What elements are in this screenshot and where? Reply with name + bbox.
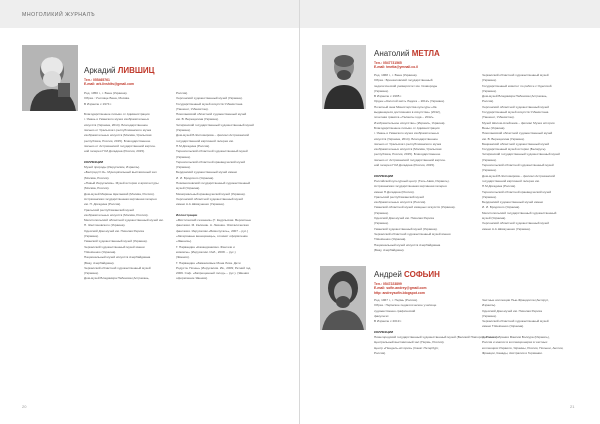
metla-first-name: Анатолий — [374, 49, 410, 58]
sofin-bio-line: Центральный выставочный зал (Пермь, Россия). — [374, 340, 445, 345]
sofin-bio-line: коллекциях Израиля, Украины, России, Польши, Англии, — [482, 345, 564, 350]
metla-bio-line: Уманский областной музей изящных искусств (Украина). — [374, 205, 456, 210]
livshits-bio-line: 2009. Соф. «Запрещенный голод» – рус.). (Эвения — [176, 271, 249, 276]
metla-name — [374, 49, 440, 58]
livshits-bio-line: искусств (Украина, 2014). Благодарственное — [84, 122, 148, 127]
livshits-bio-line: Уральский республиканский музей — [84, 207, 134, 212]
metla-bio-line: имени П.Догадина (Россия). — [374, 189, 415, 194]
livshits-bio-line: Музей природы (Иерусалим, Израиль). — [84, 165, 141, 170]
livshits-bio-line: Род. 1950 г., г. Вена (Украина). — [84, 91, 128, 95]
sofin-blog-link[interactable]: http: andreysofin.blogspot.com — [374, 290, 425, 295]
metla-bio-line: письмо от Уральского республиканского музея — [374, 141, 442, 146]
sofin-bio-line: Частные собрания Максим Волкура (Израиль), — [482, 335, 550, 340]
metla-bio-line: Астраханская государственная картинная галерея — [374, 184, 447, 189]
sofin-bio-line: Образ.: Пермское педагогическое училище — [374, 303, 437, 308]
livshits-bio-line: Мелитопольский областной художественный музей им. — [84, 218, 164, 223]
metla-bio-line: Образ.: Бронзатовский государственный — [374, 78, 433, 83]
livshits-bio-line: Дом-музей Владимира Набокова (Астрахань, — [84, 276, 150, 281]
livshits-bio-line: «Эвения»). — [176, 239, 192, 244]
metla-bio-line: Николаевский областной художественный музей — [482, 131, 553, 136]
livshits-bio-column-1 — [84, 91, 169, 282]
metla-bio-line: Херсонский областной художественный музей — [482, 104, 549, 109]
livshits-bio-line: государственной картинной галереи им. — [176, 138, 234, 143]
sofin-last-name: СОФЬИН — [404, 270, 440, 279]
metla-bio-column-1 — [374, 73, 466, 253]
metla-bio-line: почетная грамота «Таланты года – 2012». — [374, 115, 435, 120]
livshits-bio-line: (Эвения). — [176, 255, 190, 260]
metla-contact — [374, 61, 418, 70]
livshits-bio-line: музей (Украина). — [176, 186, 201, 191]
livshits-bio-line: Г. Парвандин «Казандзакиянз. Фэнтези и — [176, 244, 235, 249]
sofin-bio-line: Франции, Канады, Австралии и Германии. — [482, 350, 543, 355]
sofin-bio-line: Одесский Дом-музей им. Николая Рериха — [482, 308, 543, 313]
livshits-bio-line: Новомосковский государственный художественный — [176, 181, 251, 186]
metla-bio-line: изобразительных искусств (Москва, Уральская — [374, 147, 442, 152]
livshits-bio-line: Мемориальный краеведческий музей (Украина). — [176, 191, 246, 196]
sofin-bio-column-2 — [482, 298, 584, 356]
livshits-first-name: Аркадий — [84, 66, 116, 75]
livshits-bio-line: комиксы» (Иерусалим. Инб., 2008. – рус.) — [176, 249, 236, 254]
livshits-bio-line: Херсонский областной художественный музей — [176, 196, 243, 201]
metla-bio-line: (Украина). — [482, 168, 497, 173]
metla-bio-line: Музей Шолом-Алейхема – филиал Музея истории — [482, 120, 555, 125]
livshits-bio-line: «Затерянные венецианцы», сочинит оформление — [176, 234, 248, 239]
livshits-bio-line: письмо от Уральского республиканского музея — [84, 128, 152, 133]
metla-bio-line: Дом-музей Б.Житомирова – филиал Астраханской — [482, 173, 556, 178]
metla-bio-line: музей (Украина). — [482, 216, 507, 221]
livshits-bio-line: Тернопольский областной художественный музей — [176, 149, 248, 154]
metla-bio-line: Россия). — [482, 99, 495, 104]
livshits-bio-line: В Израиле с 1974 г. — [84, 101, 112, 106]
livshits-bio-line: Образ.: Училище Вена, Москва. — [84, 96, 130, 101]
metla-bio-line: Вены (Украина). — [482, 125, 506, 130]
livshits-bio-line — [84, 107, 169, 111]
metla-bio-line: Род. 1968 г., г. Вена (Украина). — [374, 73, 418, 77]
sofin-bio-line: факультет. — [374, 313, 390, 318]
livshits-last-name: ЛИВШИЦ — [117, 66, 155, 75]
sofin-email[interactable]: E-mail: sofin.andrey@gmail.com — [374, 286, 427, 291]
metla-bio-line — [374, 168, 466, 172]
livshits-bio-line: Чигиринский государственный художественный музей — [176, 122, 254, 127]
sofin-bio-line: Черкасский областной художественный музей — [482, 319, 549, 324]
page-spine — [299, 0, 300, 424]
sofin-contact — [374, 282, 426, 295]
livshits-bio-line: Черкасский областной художественный музей — [84, 265, 151, 270]
metla-last-name: МЕТЛА — [411, 49, 440, 58]
livshits-bio-line: г. Умань и Уманского музея изобразительных — [84, 117, 149, 122]
livshits-contact — [84, 78, 134, 87]
livshits-bio-line: И. И. Бродского (Украина). — [176, 175, 215, 180]
metla-bio-line: изобразительных искусств (Россия). — [374, 200, 427, 205]
metla-bio-line: Государственный музей искусств Узбекистана — [482, 110, 549, 115]
metla-bio-line: искусств (Украина, 2014). Благодарственное — [374, 136, 438, 141]
metla-bio-line: Государственный комитет по работе с Одесской — [482, 83, 552, 88]
livshits-bio-line: «Мистический сезонник» (Г. Кедрльская. Вероятные — [176, 218, 252, 223]
metla-bio-line: имени А.А.Шовкуненко (Украина). — [482, 226, 531, 231]
sofin-bio-line: Частные коллекции Нью-Франдолла (Антирус, — [482, 298, 549, 302]
livshits-bio-line: (Украина). — [84, 234, 99, 239]
metla-bio-line: республика, Россия, 2015). Благодарственное — [374, 152, 441, 157]
livshits-portrait — [22, 45, 78, 111]
livshits-name — [84, 66, 155, 75]
metla-bio-line: В Израиле с 1995 г. — [374, 94, 402, 99]
metla-bio-column-2 — [482, 73, 584, 232]
sofin-bio-line: Россия и многих в коллекционерах в частных — [482, 340, 548, 345]
livshits-bio-line: Дом-музей Марины Цветаевой (Москва, Россия). — [84, 191, 155, 196]
metla-bio-line: (Баку, Азербайджан). — [374, 247, 405, 252]
livshits-bio-line: Одесский Дом-музей им. Николая Рериха — [84, 228, 145, 233]
sofin-bio-line: художественно-графический — [374, 308, 416, 313]
metla-bio-line: Мелитопольский государственный художественный — [482, 210, 557, 215]
livshits-phone: Тел.: 055465761 — [84, 78, 110, 82]
metla-bio-line: Черкасский областной художественный музей — [482, 73, 549, 77]
livshits-bio-line — [176, 208, 280, 212]
metla-bio-line: педагогический университет им. Сковороды — [374, 83, 438, 88]
sofin-bio-line — [374, 324, 474, 328]
livshits-bio-line: ной галереи П.М.Догадина (Россия, 2015). — [84, 149, 145, 154]
livshits-bio-line: (Украина). — [176, 154, 191, 159]
livshits-bio-line: Астраханская государственная картинная галерея — [84, 196, 157, 201]
metla-bio-line: Российский культурный центр (Тель-Авив, Израиль). — [374, 178, 450, 183]
livshits-bio-line: изобразительных искусств (Москва, Уральская — [84, 133, 152, 138]
page-number-right: 21 — [570, 404, 575, 409]
livshits-bio-line: изобразительных искусств (Москва, Россия). — [84, 212, 149, 217]
metla-bio-line: (Украина). — [482, 157, 497, 162]
livshits-bio-line: им. П. Догадина (Россия). — [84, 202, 122, 207]
sofin-bio-line: (Украина). — [482, 313, 497, 318]
livshits-email[interactable]: E-mail: ark.livshits@gmail.com — [84, 82, 135, 87]
sofin-bio-line: имени Т.Шевченко (Украина). — [482, 324, 525, 329]
metla-bio-line: (Украина). — [374, 210, 389, 215]
livshits-bio-line: Уманский художественный музей (Украина). — [84, 239, 148, 244]
livshits-bio-line: Государственный музей искусств Узбекистана — [176, 101, 243, 106]
metla-bio-line: Благодарственное письмо от Администрации — [374, 125, 440, 130]
metla-bio-line: (Украина). — [374, 221, 389, 226]
metla-bio-line: письмо от Астраханской государственной картин- — [374, 157, 446, 162]
livshits-bio-line: П.М.Догадина (Россия). — [176, 143, 211, 148]
metla-bio-line: им. В. Верещагина (Украина). — [482, 136, 525, 141]
livshits-bio-column-2 — [176, 91, 280, 282]
metla-bio-line: Почетный знак Министерства культуры «За — [374, 104, 437, 109]
metla-bio-line: Дом-музей Владимира Набокова (Астрахань, — [482, 94, 548, 99]
metla-bio-line: Тернопольский областной художественный музей — [482, 163, 554, 168]
metla-bio-line: (Украина). — [482, 88, 497, 93]
metla-bio-line: (Украина). — [374, 88, 389, 93]
sofin-section-heading: КОЛЛЕКЦИИ — [374, 329, 394, 334]
livshits-bio-line: Черкасский художественный музей имени — [84, 244, 145, 249]
metla-bio-line: Чигиринский государственный художественный музей — [482, 152, 560, 157]
sofin-bio-line: Род. 1967 г., г. Пермь (Россия). — [374, 298, 418, 302]
metla-bio-line: Тернопольский областной краеведческий музей — [482, 189, 552, 194]
metla-bio-line: государственной картинной галереи им. — [482, 178, 540, 183]
livshits-bio-line: (Москва, Россия). — [84, 175, 110, 180]
livshits-bio-line: Г. Парвандин «Заманчивые Мона Лиза. Дети — [176, 260, 241, 265]
metla-section-heading: КОЛЛЕКЦИИ — [374, 173, 394, 178]
metla-bio-line: И. И. Бродского (Украина). — [482, 205, 521, 210]
metla-bio-line: Уманский художественный музей (Украина). — [374, 226, 438, 231]
metla-bio-line: г. Умань и Уманского музея изобразительных — [374, 131, 439, 136]
metla-bio-line: (Украина). — [482, 78, 497, 83]
sofin-bio-line: В Израиле с 2019 г. — [374, 319, 402, 324]
livshits-bio-line: республика, Россия, 2015). Благодарственное — [84, 138, 151, 143]
metla-bio-line: ной галереи П.М.Догадина (Россия, 2015). — [374, 163, 435, 168]
top-banner-right — [300, 0, 600, 28]
livshits-bio-line: (Баку, Азербайджан). — [84, 260, 115, 265]
metla-bio-line: Орден «Золотой кисть Ладога – 2012» (Украина). — [374, 99, 445, 104]
livshits-bio-line: письмо от Астраханской государственной картин- — [84, 143, 156, 148]
livshits-bio-line: Дом-музей Б.Житомирова – филиал Астраханской — [176, 133, 250, 138]
livshits-bio-line: фантазия. Иерусалим «Бимолуталь», 2007 – рус.) — [176, 228, 249, 233]
livshits-bio-line — [84, 155, 169, 159]
sofin-first-name: Андрей — [374, 270, 402, 279]
livshits-bio-line: (Украина). — [176, 128, 191, 133]
livshits-bio-line: им. В. Верещагина (Украина). — [176, 117, 219, 122]
metla-bio-line: Национальный музей искусств Азербайджана — [374, 242, 441, 247]
livshits-bio-line: Николаевский областной художественный музей — [176, 112, 247, 117]
livshits-bio-line: фантазии. М. Калинин. А. Левшин. Эпиталическая — [176, 223, 249, 228]
livshits-bio-line: Т.Шевченко (Украина). — [84, 249, 117, 254]
metla-bio-line: Изобразительное искусство» (Израиль, Украина). — [374, 120, 446, 125]
metla-email[interactable]: E-mail: tmetla@ymnall.co.il — [374, 65, 419, 70]
journal-title: МНОГОЛИКИЙ ЖУРНАЛЪ — [22, 12, 96, 18]
livshits-bio-line: (Украина). — [176, 165, 191, 170]
sofin-portrait — [320, 266, 366, 330]
livshits-bio-line: «Новый Иерусалим». Музей истории и архитектуры — [84, 181, 159, 186]
sofin-bio-line: Россия). — [374, 350, 387, 355]
metla-bio-line: Одесский Дом-музей им. Николая Рериха — [374, 216, 435, 221]
top-banner — [0, 0, 600, 28]
livshits-bio-line: (Ташкент, Узбекистан). — [176, 106, 209, 111]
page-number-left: 20 — [22, 404, 27, 409]
metla-bio-line: Бердянский художественный музей имени — [482, 200, 544, 205]
livshits-bio-line: имени А.А.Шовкуненко (Украина). — [176, 202, 225, 207]
metla-bio-line: Черкасский областной художественный музей имени — [374, 231, 451, 236]
livshits-bio-line: (Москва, Россия). — [84, 186, 110, 191]
livshits-bio-line: Благодарственное письмо от Администрации — [84, 112, 150, 117]
livshits-bio-line: (Украина). — [84, 271, 99, 276]
metla-bio-line: Бацианский областной художественный музей — [482, 141, 550, 146]
metla-bio-line: П.М.Догадина (Россия). — [482, 184, 517, 189]
metla-bio-line: (Украина). — [482, 194, 497, 199]
metla-phone: Тел.: 0547731565 — [374, 61, 402, 65]
livshits-bio-line: Бердянский художественный музей имени — [176, 170, 238, 175]
sofin-bio-line: Израиль). — [482, 303, 497, 308]
sofin-bio-line: Центр «Пендель-история» (Санкт-Петербург, — [374, 345, 439, 350]
livshits-section-heading: Иллюстрации — [176, 212, 198, 217]
metla-bio-line: Уральский республиканский музей — [374, 194, 424, 199]
livshits-bio-line: Тернопольский областной краеведческий музей — [176, 159, 246, 164]
sofin-bio-line: Нижегородский государственный художественный музей (Великий Новгород, Россия). — [374, 335, 498, 340]
livshits-bio-line: оформление Эвения). — [176, 276, 208, 281]
metla-bio-line: Государственный музей истории (Беларусь). — [482, 147, 547, 152]
livshits-bio-line: «Белград О.Э». Муниципальный выставочный зал — [84, 170, 157, 175]
livshits-bio-line: Россия). — [176, 91, 189, 95]
livshits-bio-line: Херсонский художественный музей (Украина). — [176, 96, 243, 101]
metla-bio-line: выдающиеся достижения в искусстве» (2012), — [374, 110, 441, 115]
sofin-name — [374, 270, 440, 279]
livshits-bio-line: Н. Желтиновского (Украина). — [84, 223, 126, 228]
sofin-bio-line — [482, 330, 584, 334]
sofin-phone: Тел.: 0547223899 — [374, 282, 402, 286]
livshits-bio-line: Национальный музей искусств Азербайджана — [84, 255, 151, 260]
livshits-section-heading: КОЛЛЕКЦИИ — [84, 159, 104, 164]
metla-portrait — [322, 45, 366, 109]
livshits-bio-line: Родуста. Поэзы» (Иерусалим. Ив., 2009; Ретний год. — [176, 265, 252, 270]
metla-bio-line: Херсонский областной художественный музей — [482, 221, 549, 226]
metla-bio-line: (Ташкент, Узбекистан). — [482, 115, 515, 120]
metla-bio-line: Т.Шевченко (Украина). — [374, 237, 407, 242]
